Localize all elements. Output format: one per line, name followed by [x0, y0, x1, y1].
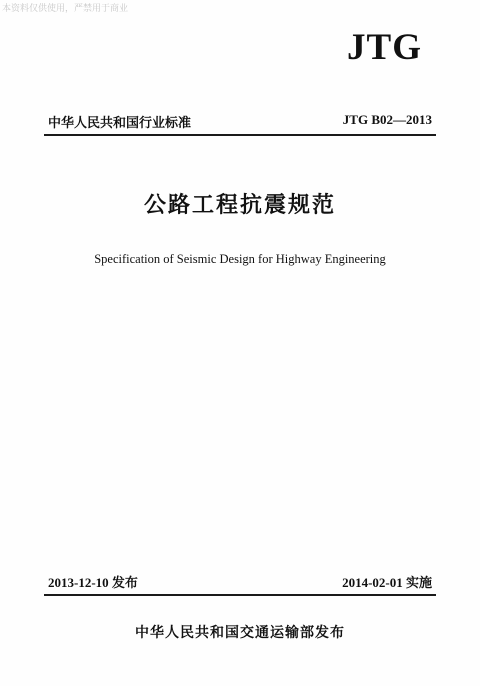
- effective-date: 2014-02-01 实施: [342, 575, 432, 590]
- document-title-english: Specification of Seismic Design for Highway Engineering: [94, 252, 386, 266]
- jtg-logo: JTG: [347, 27, 422, 68]
- dates-row: [48, 572, 432, 592]
- document-title-chinese: 公路工程抗震规范: [143, 193, 336, 218]
- standard-code: JTG B02—2013: [342, 112, 432, 127]
- publisher: 中华人民共和国交通运输部发布: [135, 625, 345, 641]
- issue-date: 2013-12-10 发布: [48, 575, 138, 590]
- watermark-text: 本资料仅供使用，严禁用于商业: [2, 4, 129, 14]
- standard-header: [48, 112, 432, 132]
- standard-category: 中华人民共和国行业标准: [48, 116, 192, 131]
- footer-divider: [44, 594, 436, 596]
- header-divider: [44, 134, 436, 136]
